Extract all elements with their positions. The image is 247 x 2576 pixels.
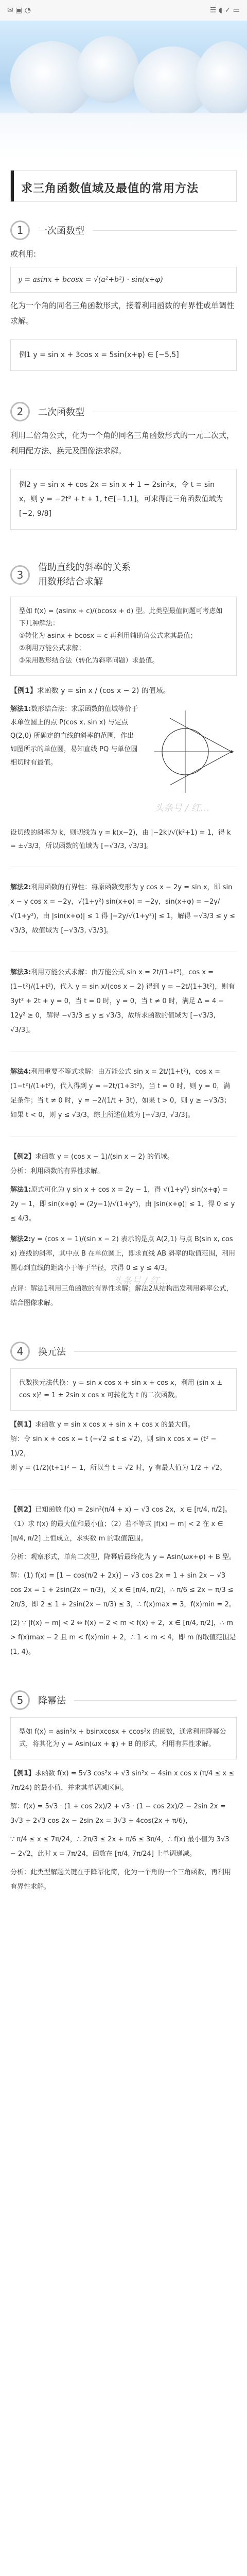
example-2-solution-1: 解法1:原式可化为 y sin x + cos x = 2y − 1，得 √(1+y²) sin(x+φ) = 2y − 1，即 sin(x+φ) = (2y−1)/√(1+y²)，由 |sin(x+φ)| ≤ 1，得 0 ≤ y ≤ 4/3。 — [10, 1186, 235, 1223]
solution-text: (2) ∵ |f(x) − m| < 2 ⇔ f(x) − 2 < m < f(x) + 2，x ∈ [π/4, π/2]，∴ m > f(x)max − 2 且 m < f(x)min + 2，∴ 1 < m < 4，即 m 的取值范围是 (1, 4)。 — [10, 1619, 236, 1656]
example-question: 【例1】求函数 y = sin x / (cos x − 2) 的值域。 — [10, 687, 170, 695]
unit-circle-graph — [149, 708, 237, 795]
watermark: 头条号 / 红… — [154, 803, 210, 814]
notification-icons: ✉ ▣ ◔ — [7, 6, 31, 14]
section-number: 1 — [10, 221, 30, 240]
section-2-header — [10, 402, 237, 421]
solution-3: 解法3:利用万能公式求解：由万能公式 sin x = 2t/(1+t²)，cos x = (1−t²)/(1+t²)，代入 y = sin x/(cos x − 2) 得到 y = −2t/(1+3t²)，则有 3yt² + 2t + y = 0，当 t = 0 时，y = 0，当 t ≠ 0 时，满足 Δ = 4 − 12y² ≥ 0，解得 −√3/3 ≤ y ≤ √3/3，故所求函数的值域为 [−√3/3, √3/3]。 — [10, 969, 235, 1034]
paragraph: 利用二倍角公式，化为一个角的同名三角函数形式的一元二次式，利用配方法、换元及图像法求解。 — [10, 431, 235, 455]
example-question: 【例2】已知函数 f(x) = 2sin²(π/4 + x) − √3 cos 2x，x ∈ [π/4, π/2]。（1）求 f(x) 的最大值和最小值；（2）若不等式 |f(x) − m| < 2 在 x ∈ [π/4, π/2] 上恒成立，求实数 m 的取值范围。 — [10, 1506, 232, 1543]
section-number: 3 — [10, 565, 30, 585]
solution-text: 解：(1) f(x) = [1 − cos(π/2 + 2x)] − √3 cos 2x = 1 + sin 2x − √3 cos 2x = 1 + 2sin(2x − π/3)，又 x ∈ [π/4, π/2]，∴ π/6 ≤ 2x − π/3 ≤ 2π/3，即 2 ≤ 1 + 2sin(2x − π/3) ≤ 3，∴ f(x)max = 3，f(x)min = 2。 — [10, 1572, 236, 1608]
method-box: 代数换元法代换：y = sin x cos x + sin x + cos x，利用 (sin x ± cos x)² = 1 ± 2sin x cos x 可转化为 t 的二次函数。 — [10, 1368, 237, 1411]
paragraph: 或利用: — [10, 249, 37, 259]
solution-block: 解法1:数形结合法：求原函数的值域等价于求单位圆上的点 P(cos x, sin x) 与定点 Q(2,0) 所确定的直线的斜率的范围，作出如图所示的单位圆，易知直线 PQ 与单位圆相切时有最值。 头条号 / 红… — [0, 703, 247, 826]
solution-text: 解：令 sin x + cos x = t (−√2 ≤ t ≤ √2)，则 sin x cos x = (t² − 1)/2， — [10, 1435, 217, 1458]
solution-text: 解：f(x) = 5√3 · (1 + cos 2x)/2 + √3 · (1 − cos 2x)/2 − 2sin 2x = 3√3 + 2√3 cos 2x − 2sin 2x = 3√3 + 4cos(2x + π/6)， — [10, 1803, 226, 1825]
solution-text: ∵ π/4 ≤ x ≤ 7π/24，∴ 2π/3 ≤ 2x + π/6 ≤ 3π/4，∴ f(x) 最小值为 3√3 − 2√2，此时 x = 7π/24，函数在 [π/4, 7π/24] 上单调递减。 — [10, 1836, 230, 1858]
article-title: 求三角函数值域及最值的常用方法 — [10, 170, 237, 202]
section-5-header — [10, 1690, 237, 1710]
example-box: 例2 y = sin x + cos 2x = sin x + 1 − 2sin²x，令 t = sin x，则 y = −2t² + t + 1, t∈[−1,1]，可求得此三角函数值域为[−2, 9/8] — [10, 469, 237, 530]
section-number: 4 — [10, 1342, 30, 1361]
example-question: 【例1】求函数 y = sin x cos x + sin x + cos x 的最大值。 — [10, 1421, 195, 1429]
section-title: 借助直线的斜率的关系 用数形结合求解 — [38, 562, 131, 587]
section-title: 降幂法 — [38, 1696, 66, 1706]
section-3-header — [10, 561, 237, 589]
example-2-question: 【例2】求函数 y = (cos x − 1)/(sin x − 2) 的值域。 — [10, 1153, 174, 1161]
solution-2: 解法2:利用函数的有界性：将原函数变形为 y cos x − 2y = sin x，即 sin x − y cos x = −2y，√(1+y²) sin(x+φ) = −2y，sin(x+φ) = −2y/√(1+y²)，由 |sin(x+φ)| ≤ 1 得 |−2y/√(1+y²)| ≤ 1，解得 −√3/3 ≤ y ≤ √3/3，故值域为 [−√3/3, √3/3]。 — [10, 884, 236, 935]
example-2-note: 点评：解法1利用三角函数的有界性求解；解法2从结构出发利用斜率公式，结合图像求解。 — [10, 1285, 233, 1307]
method-box: 型如 f(x) = (asinx + c)/(bcosx + d) 型。此类型最值问题可考虑如下几种解法： ①转化为 asinx + bcosx = c 再利用辅助角公式求其最值； ②利用万能公式求解； ③采用数形结合法（转化为斜率问题）求最值。 — [10, 597, 237, 676]
example-2-solution-2: 解法2:y = (cos x − 1)/(sin x − 2) 表示的是点 A(2,1) 与点 B(sin x, cos x) 连线的斜率，其中点 B 在单位圆上，即求直线 AB 斜率的取值范围，利用圆心到直线的距离小于等于半径，求得 0 ≤ y ≤ 4/3。 — [10, 1235, 236, 1272]
section-number: 5 — [10, 1690, 30, 1710]
solution-text: 分析：观察形式，单角二次型，降幂后最终化为 y = Asin(ωx+φ) + B 型。 — [10, 1553, 236, 1561]
section-number: 2 — [10, 402, 30, 421]
formula-box: y = asinx + bcosx = √(a²+b²) · sin(x+φ) — [10, 267, 237, 293]
solution-4: 解法4:利用重要不等式求解：由万能公式 sin x = 2t/(1+t²)，cos x = (1−t²)/(1+t²)，代入得到 y = −2t/(1+3t²)，当 t = 0 时，则 y = 0，满足条件；当 t ≠ 0 时，y = −2/(1/t + 3t)，如果 t > 0，则 y ≥ −√3/3；如果 t < 0，则 y ≤ √3/3，综上所述值域为 [−√3/3, √3/3]。 — [10, 1068, 231, 1119]
section-title: 一次函数型 — [38, 226, 84, 236]
section-title: 二次函数型 — [38, 407, 84, 418]
status-bar — [0, 0, 247, 21]
cover-image — [0, 21, 247, 160]
watermark: 头条号 / 红… — [113, 1276, 169, 1286]
example-question: 【例1】求函数 f(x) = 5√3 cos²x + √3 sin²x − 4sin x cos x (π/4 ≤ x ≤ 7π/24) 的最小值，并求其单调减区间。 — [10, 1770, 235, 1792]
section-4-header — [10, 1342, 237, 1361]
paragraph: 化为一个角的同名三角函数形式，接着利用函数的有界性或单调性求解。 — [10, 301, 235, 326]
section-title: 换元法 — [38, 1347, 66, 1358]
solution-note: 分析：此类型解题关键在于降幂化简，化为一个角的一个三角函数，再利用有界性求解。 — [10, 1869, 232, 1891]
example-2-hint: 分析：利用函数的有界性求解。 — [10, 1167, 104, 1175]
solution-text: 则 y = (1/2)(t+1)² − 1，所以当 t = √2 时，y 有最大值为 1/2 + √2。 — [10, 1464, 226, 1472]
example-box: 例1 y = sin x + 3cos x = 5sin(x+φ) ∈ [−5,5] — [10, 339, 237, 371]
method-box: 型如 f(x) = asin²x + bsinxcosx + ccos²x 的函数，通常利用降幂公式，将其化为 y = Asin(ωx + φ) + B 的形式，利用有界性求解。 — [10, 1717, 237, 1759]
system-icons: ☰ ◖ ✓ ▭ — [209, 6, 240, 14]
section-1-header — [10, 221, 237, 240]
solution-text: 设切线的斜率为 k，则切线为 y = k(x−2)，由 |−2k|/√(k²+1) = 1，得 k = ±√3/3，所以函数的值域为 [−√3/3, √3/3]。 — [10, 829, 231, 850]
